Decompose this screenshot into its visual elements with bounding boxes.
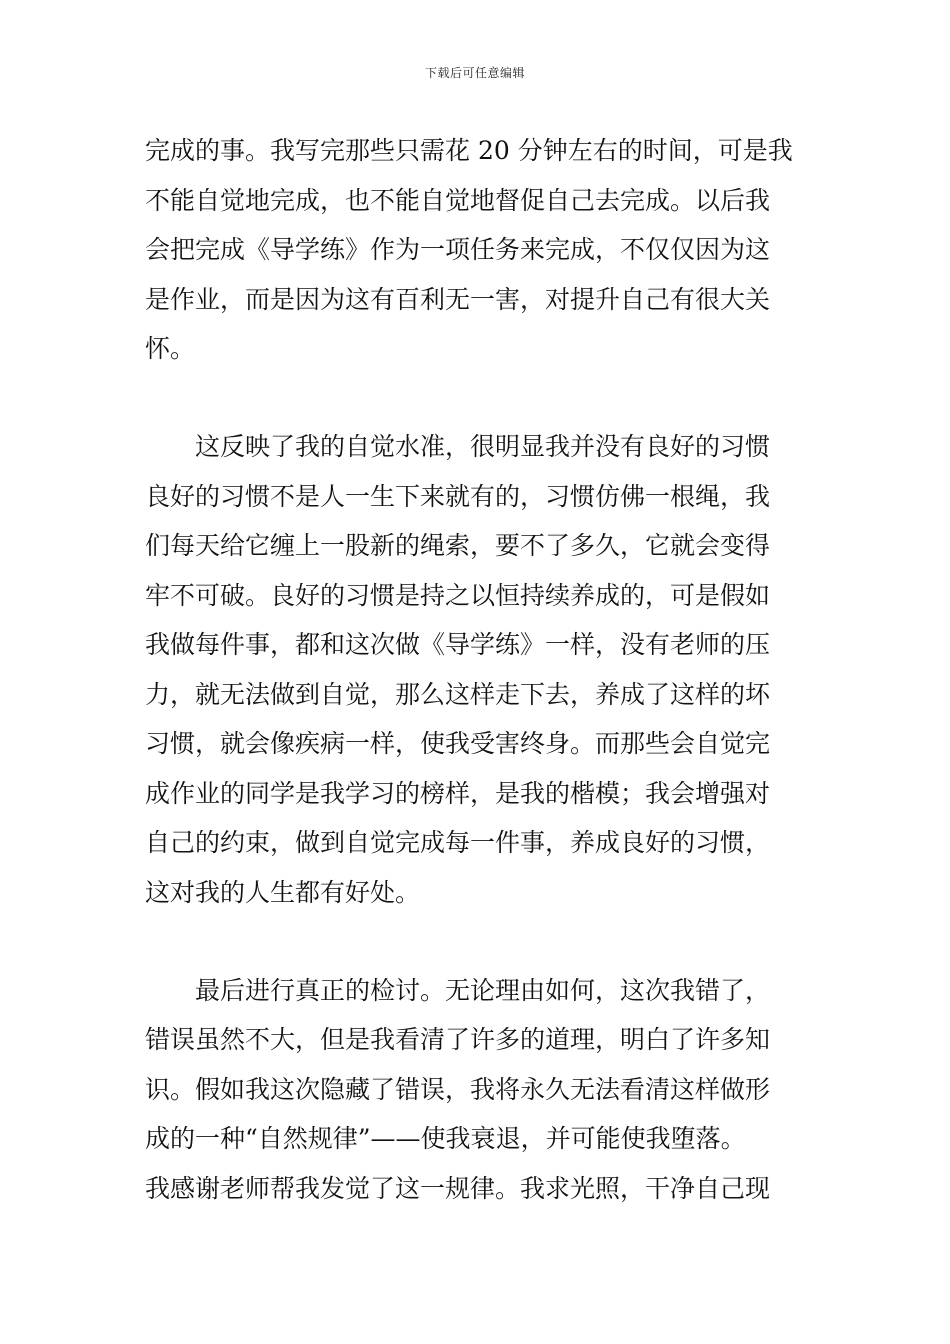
text-line: 们每天给它缠上一股新的绳索，要不了多久，它就会变得 xyxy=(145,531,771,560)
text-line: 会把完成《导学练》作为一项任务来完成，不仅仅因为这 xyxy=(145,235,771,264)
text-line: 我做每件事，都和这次做《导学练》一样，没有老师的压 xyxy=(145,630,771,659)
text-line: 识。假如我这次隐藏了错误，我将永久无法看清这样做形 xyxy=(145,1074,771,1104)
text-line: 成的一种“自然规律”——使我衰退，并可能使我堕落。 xyxy=(145,1124,746,1153)
text-line: 牢不可破。良好的习惯是持之以恒持续养成的，可是假如 xyxy=(145,580,771,610)
text-line: 我感谢老师帮我发觉了这一规律。我求光照，干净自己现 xyxy=(145,1173,771,1203)
paragraph-2 xyxy=(145,422,810,917)
paragraph-gap xyxy=(145,917,810,966)
text-line: 自己的约束，做到自觉完成每一件事，养成良好的习惯， xyxy=(145,828,771,857)
paragraph-gap xyxy=(145,374,810,423)
paragraph-1 xyxy=(145,126,810,374)
text-line: 错误虽然不大，但是我看清了许多的道理，明白了许多知 xyxy=(145,1025,771,1054)
text-line: 怀。 xyxy=(145,334,196,363)
text-line: 成作业的同学是我学习的榜样，是我的楷模；我会增强对 xyxy=(145,778,771,808)
text-line: 是作业，而是因为这有百利无一害，对提升自己有很大关 xyxy=(145,284,771,314)
text-line: 这对我的人生都有好处。 xyxy=(145,877,421,907)
text-line: 良好的习惯不是人一生下来就有的，习惯仿佛一根绳，我 xyxy=(145,481,771,511)
text-line: 完成的事。我写完那些只需花 20 分钟左右的时间，可是我 xyxy=(145,136,793,165)
text-line: 不能自觉地完成，也不能自觉地督促自己去完成。以后我 xyxy=(145,185,771,215)
page-header: 下载后可任意编辑 xyxy=(424,66,525,80)
text-line: 习惯，就会像疾病一样，使我受害终身。而那些会自觉完 xyxy=(145,729,771,758)
paragraph-3 xyxy=(145,966,810,1214)
text-line: 这反映了我的自觉水准，很明显我并没有良好的习惯 xyxy=(145,432,771,461)
document-body xyxy=(145,126,810,1213)
text-line: 最后进行真正的检讨。无论理由如何，这次我错了， xyxy=(145,975,771,1005)
text-line: 力，就无法做到自觉，那么这样走下去，养成了这样的坏 xyxy=(145,679,771,709)
